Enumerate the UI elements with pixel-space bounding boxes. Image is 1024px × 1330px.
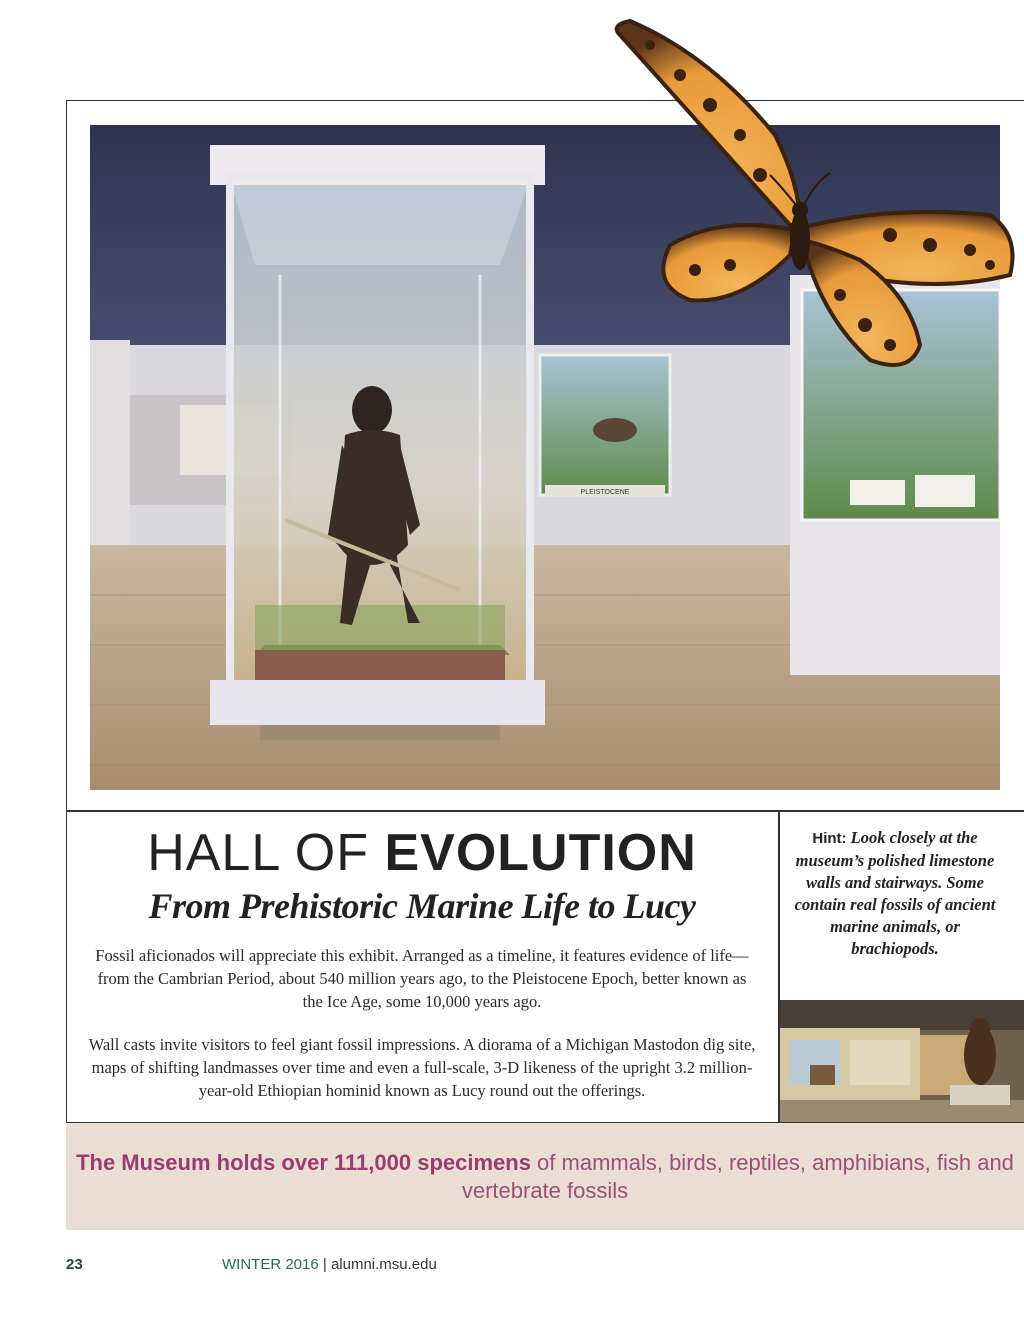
- hint-text: Look closely at the museum’s polished limestone walls and stairways. Some contain real fossils of ancient marine animals, or brachiopods.: [794, 828, 996, 958]
- hint-box: [790, 827, 1000, 960]
- page-footer: [222, 1256, 437, 1273]
- page-subtitle: From Prehistoric Marine Life to Lucy: [148, 886, 696, 926]
- banner-highlight: The Museum holds over 111,000 specimens: [76, 1150, 531, 1175]
- page-title: [66, 822, 778, 884]
- section-divider: [66, 810, 1024, 812]
- exhibit-hall-photo: [780, 1000, 1024, 1122]
- footer-separator: |: [318, 1256, 331, 1273]
- banner-text: [66, 1149, 1024, 1205]
- banner-rest: of mammals, birds, reptiles, amphibians, fish and vertebrate fossils: [461, 1150, 1014, 1203]
- specimens-banner: [66, 1122, 1024, 1230]
- title-bold: EVOLUTION: [384, 824, 697, 882]
- footer-season: WINTER 2016: [222, 1256, 319, 1273]
- intro-paragraph: Fossil aficionados will appreciate this exhibit. Arranged as a timeline, it features evidence of life—from the Cambrian Period, about 540 million years ago, to the Pleistocene Epoch, better known as the Ice Age, some 10,000 years ago.: [95, 946, 749, 1011]
- hint-label: Hint:: [812, 830, 847, 847]
- diorama-label: PLEISTOCENE: [580, 489, 630, 496]
- butterfly-illustration: [590, 15, 1024, 385]
- offerings-paragraph: Wall casts invite visitors to feel giant fossil impressions. A diorama of a Michigan Mastodon dig site, maps of shifting landmasses over time and even a full-scale, 3-D likeness of the upright 3.2 million-year-old Ethiopian hominid known as Lucy round out the offerings.: [88, 1035, 756, 1100]
- page-number: 23: [66, 1256, 83, 1273]
- title-light: HALL OF: [147, 824, 385, 882]
- footer-site-link[interactable]: alumni.msu.edu: [330, 1256, 437, 1273]
